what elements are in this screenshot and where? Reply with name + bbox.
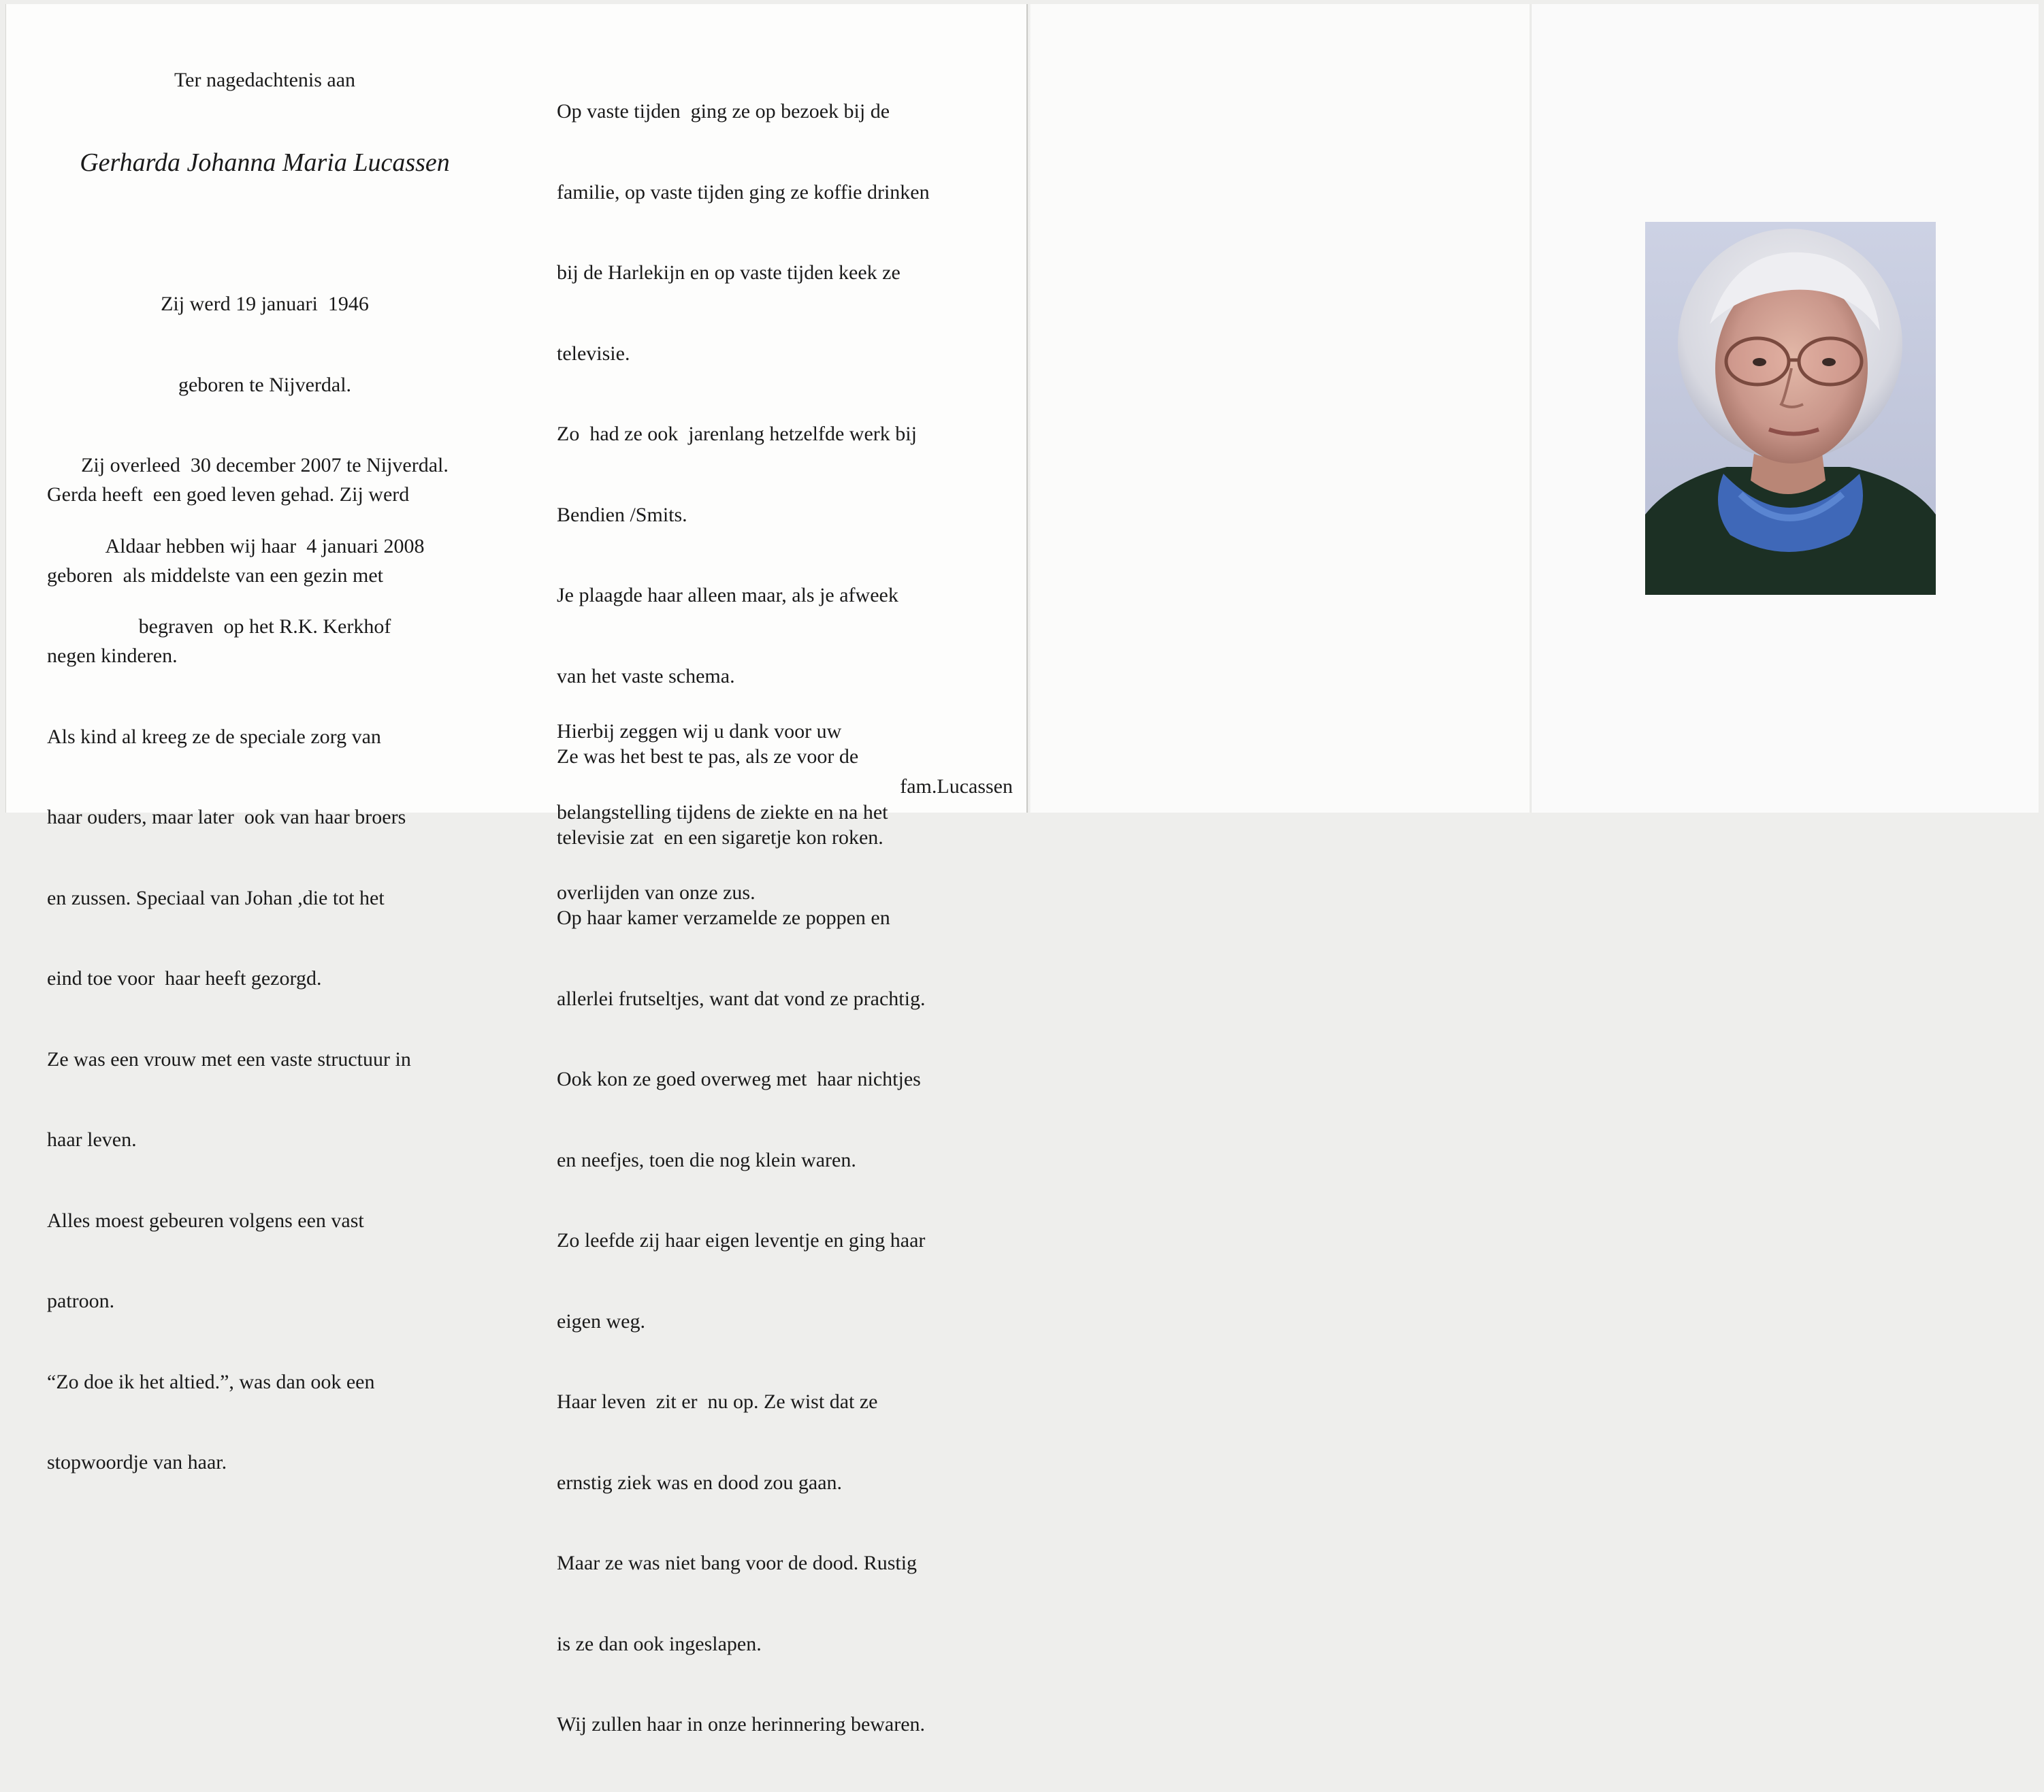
deceased-name: Gerharda Johanna Maria Lucassen — [80, 148, 450, 177]
text-line: ernstig ziek was en dood zou gaan. — [557, 1471, 843, 1494]
text-line: Gerda heeft een goed leven gehad. Zij werd — [47, 483, 410, 506]
card-panel-blank — [1029, 4, 1529, 813]
dates-line: geboren te Nijverdal. — [178, 373, 352, 396]
text-line: televisie. — [557, 342, 630, 365]
portrait-image — [1645, 222, 1936, 595]
text-line: patroon. — [47, 1290, 115, 1312]
text-line: televisie zat en een sigaretje kon roken. — [557, 826, 883, 849]
text-line: Op vaste tijden ging ze op bezoek bij de — [557, 100, 890, 123]
text-line: Alles moest gebeuren volgens een vast — [47, 1209, 364, 1232]
text-line: familie, op vaste tijden ging ze koffie drinken — [557, 180, 930, 203]
card-panel-photo — [1531, 4, 2039, 813]
text-line: Maar ze was niet bang voor de dood. Rustig — [557, 1552, 918, 1574]
dates-line: Zij overleed 30 december 2007 te Nijverdal. — [81, 454, 449, 476]
fold-shadow — [1029, 4, 1031, 813]
text-line: Je plaagde haar alleen maar, als je afweek — [557, 584, 898, 606]
text-line: belangstelling tijdens de ziekte en na het — [557, 800, 888, 824]
text-line: van het vaste schema. — [557, 664, 735, 687]
text-line: Hierbij zeggen wij u dank voor uw — [557, 720, 842, 743]
text-line: Als kind al kreeg ze de speciale zorg van — [47, 725, 381, 748]
text-line: negen kinderen. — [47, 645, 178, 667]
text-line: is ze dan ook ingeslapen. — [557, 1632, 762, 1655]
text-line: haar leven. — [47, 1128, 137, 1151]
card-panel-center — [523, 4, 1028, 1736]
text-line: allerlei frutseltjes, want dat vond ze prachtig. — [557, 987, 926, 1010]
text-line: geboren als middelste van een gezin met — [47, 564, 383, 587]
card-heading: Ter nagedachtenis aan — [174, 69, 356, 91]
card-panel-left — [5, 4, 523, 1473]
text-line: Zo had ze ook jarenlang hetzelfde werk bij — [557, 423, 917, 445]
text-line: overlijden van onze zus. — [557, 881, 756, 904]
text-line: Ook kon ze goed overweg met haar nichtjes — [557, 1068, 921, 1090]
text-line: en neefjes, toen die nog klein waren. — [557, 1148, 856, 1171]
portrait-photo — [1645, 222, 1936, 595]
text-line: “Zo doe ik het altied.”, was dan ook een — [47, 1370, 375, 1393]
text-line: bij de Harlekijn en op vaste tijden keek ze — [557, 261, 901, 284]
dates-line: Aldaar hebben wij haar 4 januari 2008 — [105, 534, 425, 557]
text-line: stopwoordje van haar. — [47, 1451, 227, 1473]
text-line: Ze was het best te pas, als ze voor de — [557, 745, 859, 768]
family-signature: fam.Lucassen — [900, 775, 1013, 798]
text-line: Haar leven zit er nu op. Ze wist dat ze — [557, 1390, 878, 1413]
thank-you-note — [557, 664, 888, 960]
dates-line: begraven op het R.K. Kerkhof — [138, 615, 391, 638]
text-line: eigen weg. — [557, 1309, 645, 1333]
text-line: Zo leefde zij haar eigen leventje en ging haar — [557, 1229, 926, 1252]
dates-line: Zij werd 19 januari 1946 — [161, 293, 369, 315]
text-line: Op haar kamer verzamelde ze poppen en — [557, 907, 890, 929]
text-line: haar ouders, maar later ook van haar broers — [47, 806, 406, 828]
text-line: Wij zullen haar in onze herinnering bewaren. — [557, 1713, 926, 1736]
text-line: en zussen. Speciaal van Johan ,die tot het — [47, 886, 385, 909]
text-line: Ze was een vrouw met een vaste structuur in — [47, 1047, 411, 1071]
text-line: Bendien /Smits. — [557, 503, 687, 526]
biography-column-1 — [47, 427, 411, 1530]
text-line: eind toe voor haar heeft gezorgd. — [47, 967, 322, 990]
